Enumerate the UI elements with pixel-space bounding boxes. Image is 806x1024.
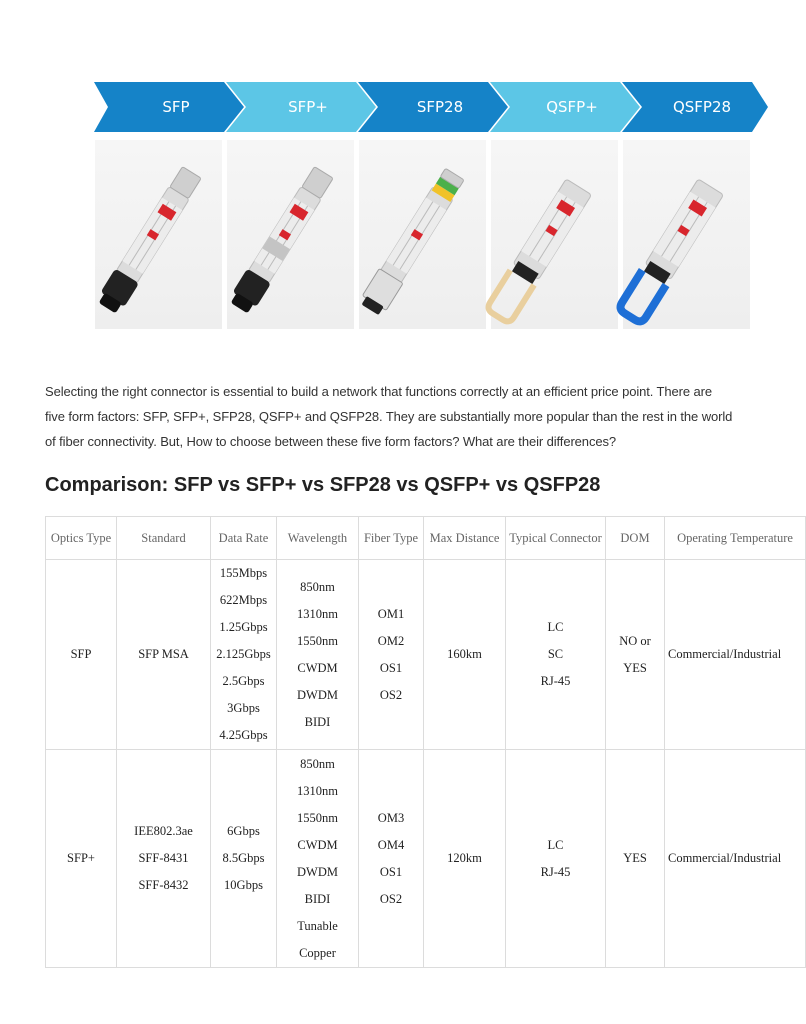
cell-line: SFP MSA — [138, 647, 189, 661]
cell-line: SC — [547, 647, 564, 661]
header-fiber-type: Fiber Type — [359, 517, 424, 560]
cell-line: RJ-45 — [540, 674, 571, 688]
cell-line: DWDM — [297, 687, 338, 702]
header-dom: DOM — [606, 517, 665, 560]
cell-line: 622Mbps — [219, 593, 268, 607]
cell-line: OM1 — [377, 606, 405, 621]
cell-line: OS2 — [379, 891, 403, 906]
cell-line: OS1 — [379, 660, 403, 675]
cell-max-distance: 160km — [424, 560, 506, 750]
cell-line: YES — [623, 660, 647, 675]
cell-line: OM2 — [377, 633, 405, 648]
cell-line: OS2 — [379, 687, 403, 702]
cell-line: 8.5Gbps — [222, 851, 265, 865]
cell-line: CWDM — [297, 660, 338, 675]
cell-max-distance: 120km — [424, 750, 506, 968]
banner-item-sfp-plus — [226, 82, 376, 132]
cell-fiber-type — [359, 560, 424, 750]
cell-line: IEE802.3ae — [134, 824, 193, 838]
comparison-table — [45, 516, 806, 968]
cell-line: 1550nm — [297, 633, 338, 648]
cell-line: 6Gbps — [227, 824, 260, 838]
header-optics-type: Optics Type — [46, 517, 117, 560]
cell-temperature: Commercial/Industrial — [665, 560, 806, 750]
cell-line: 3Gbps — [227, 701, 260, 715]
sfp-plus-module-image — [227, 140, 354, 329]
cell-line: 850nm — [300, 756, 335, 771]
cell-line: Tunable — [297, 918, 338, 933]
banner-label: QSFP28 — [672, 98, 732, 116]
cell-line: OS1 — [379, 864, 403, 879]
cell-line: OM4 — [377, 837, 405, 852]
cell-line: SFF-8431 — [138, 851, 189, 865]
form-factor-banner — [94, 82, 768, 132]
cell-dom — [606, 560, 665, 750]
product-gallery — [95, 140, 768, 330]
cell-line: 2.5Gbps — [222, 674, 265, 688]
header-standard: Standard — [117, 517, 211, 560]
table-row — [46, 560, 806, 750]
table-row — [46, 750, 806, 968]
cell-line: 155Mbps — [219, 566, 268, 580]
cell-standard — [117, 560, 211, 750]
cell-line: 4.25Gbps — [219, 728, 268, 742]
cell-line: LC — [547, 837, 564, 852]
header-typical-connector: Typical Connector — [506, 517, 606, 560]
cell-line: DWDM — [297, 864, 338, 879]
banner-label: SFP28 — [416, 98, 464, 116]
banner-item-qsfp28 — [622, 82, 768, 132]
banner-item-qsfp-plus — [490, 82, 640, 132]
banner-item-sfp28 — [358, 82, 508, 132]
cell-line: RJ-45 — [540, 864, 571, 879]
cell-wavelength — [277, 750, 359, 968]
intro-paragraph: Selecting the right connector is essential to build a network that functions correctly at an efficient price point. There are five form factors: SFP, SFP+, SFP28, QSFP+ and QSFP28. They are substantially more popular than the rest in the world of fiber connectivity. But, How to choose between these five form factors? What are their differences? — [45, 384, 733, 449]
banner-label: QSFP+ — [546, 98, 598, 116]
cell-line: LC — [547, 620, 564, 634]
header-wavelength: Wavelength — [277, 517, 359, 560]
cell-optics-type: SFP — [46, 560, 117, 750]
cell-line: Copper — [299, 945, 336, 960]
cell-data-rate — [211, 750, 277, 968]
cell-line: SFF-8432 — [138, 878, 189, 892]
cell-data-rate — [211, 560, 277, 750]
cell-fiber-type — [359, 750, 424, 968]
header-data-rate: Data Rate — [211, 517, 277, 560]
cell-connector — [506, 750, 606, 968]
cell-line: 2.125Gbps — [216, 647, 271, 661]
comparison-table-container — [45, 516, 793, 976]
sfp-module-image — [95, 140, 222, 329]
cell-connector — [506, 560, 606, 750]
sfp28-module-image — [359, 140, 486, 329]
cell-line: 1310nm — [297, 606, 338, 621]
cell-temperature: Commercial/Industrial — [665, 750, 806, 968]
cell-line: 850nm — [300, 579, 335, 594]
cell-line: 1310nm — [297, 783, 338, 798]
qsfp28-module-image — [623, 140, 750, 329]
cell-line: NO or — [619, 633, 651, 648]
cell-optics-type: SFP+ — [46, 750, 117, 968]
banner-label: SFP+ — [288, 98, 328, 116]
table-header-row — [46, 517, 806, 560]
banner-label: SFP — [162, 98, 190, 116]
cell-line: BIDI — [304, 891, 331, 906]
header-operating-temperature: Operating Temperature — [665, 517, 806, 560]
cell-line: BIDI — [304, 714, 331, 729]
cell-line: YES — [623, 851, 647, 865]
cell-line: OM3 — [377, 810, 405, 825]
cell-dom — [606, 750, 665, 968]
cell-standard — [117, 750, 211, 968]
page-heading: Comparison: SFP vs SFP+ vs SFP28 vs QSFP+ vs QSFP28 — [45, 474, 601, 496]
qsfp-plus-module-image — [491, 140, 618, 329]
cell-wavelength — [277, 560, 359, 750]
cell-line: CWDM — [297, 837, 338, 852]
banner-item-sfp — [94, 82, 244, 132]
cell-line: 1.25Gbps — [219, 620, 268, 634]
cell-line: 1550nm — [297, 810, 338, 825]
header-max-distance: Max Distance — [424, 517, 506, 560]
cell-line: 10Gbps — [224, 878, 263, 892]
